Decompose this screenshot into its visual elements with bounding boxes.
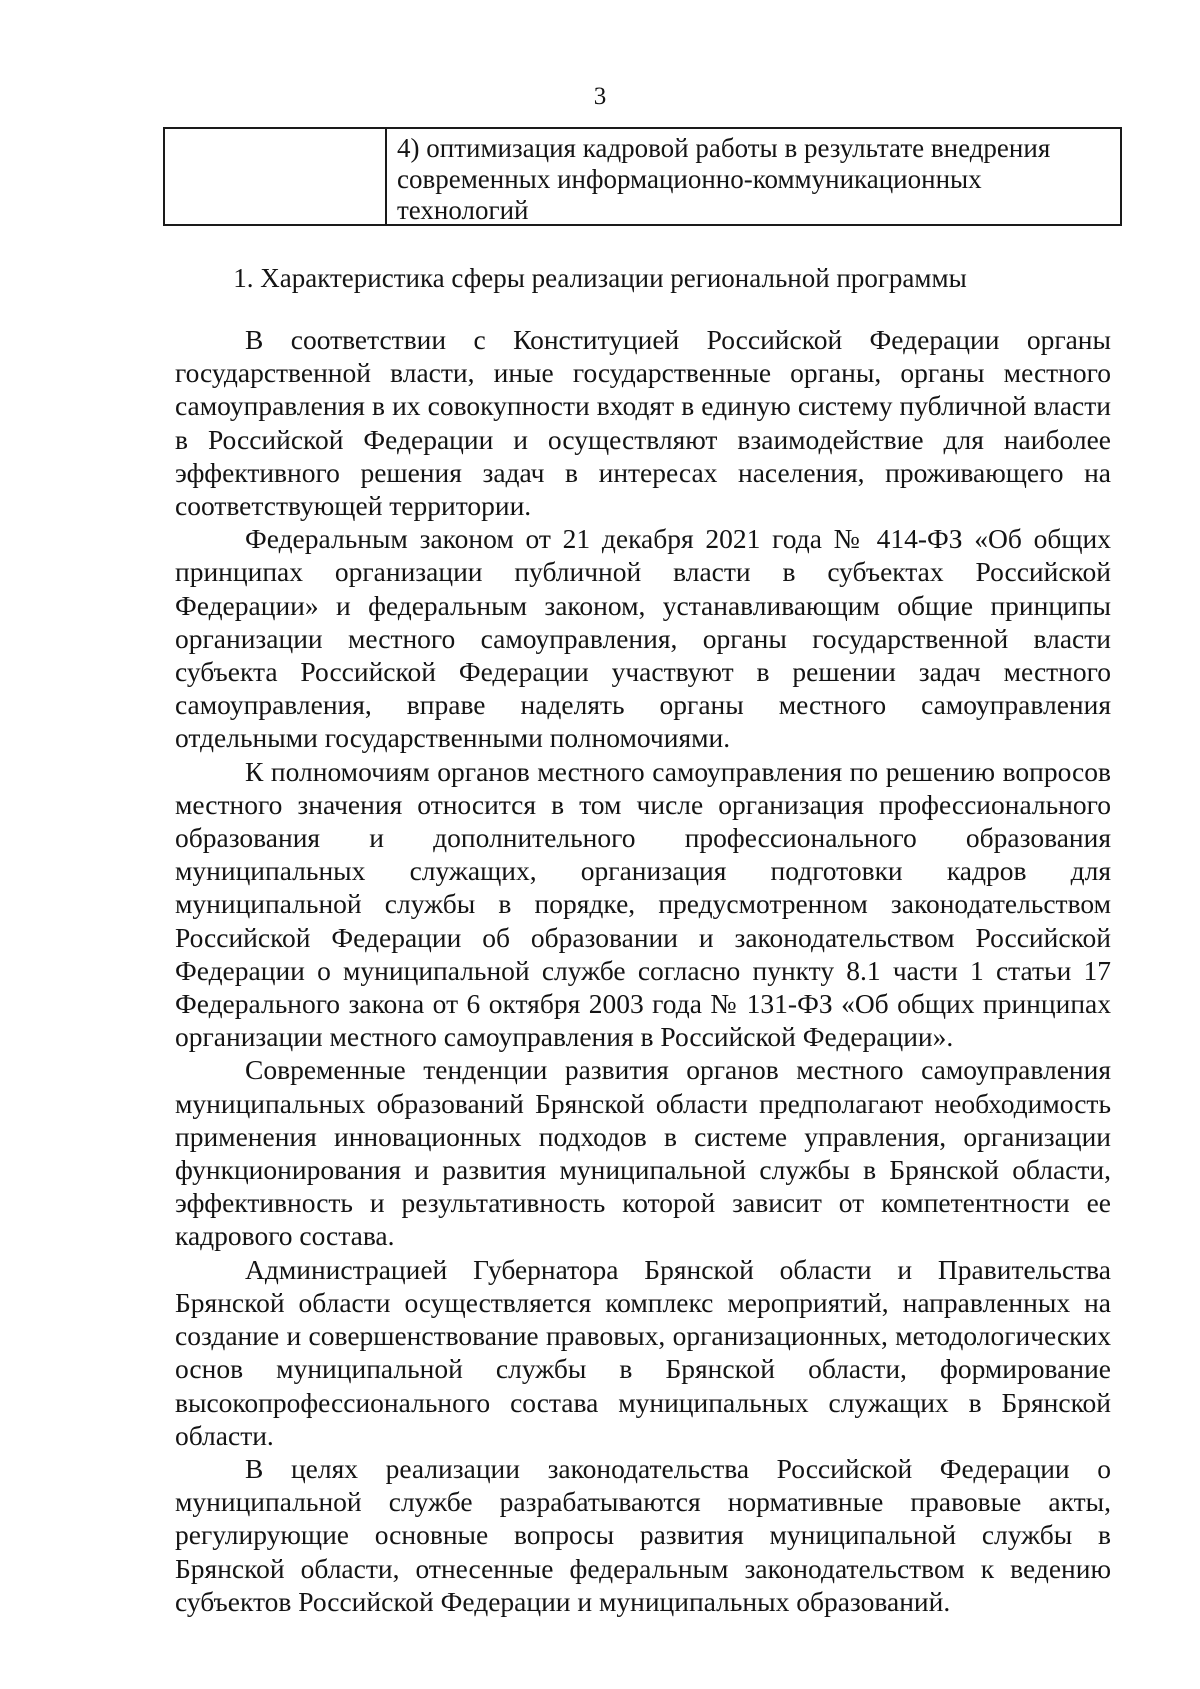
paragraph-legislation: В целях реализации законодательства Российской Федерации о муниципальной службе разрабатываются нормативные правовые акты, регулирующие основные вопросы развития муниципальной службы в Брянской области, отнесенные федеральным законодательством к ведению субъектов Российской Федерации и муниципальных образований.	[175, 1452, 1111, 1617]
section-body	[175, 323, 1111, 1618]
paragraph-governor-administration: Администрацией Губернатора Брянской области и Правительства Брянской области осуществляется комплекс мероприятий, направленных на создание и совершенствование правовых, организационных, методологических основ муниципальной службы в Брянской области, формирование высокопрофессионального состава муниципальных служащих в Брянской области.	[175, 1253, 1111, 1451]
page-number: 3	[593, 83, 607, 110]
section-heading: 1. Характеристика сферы реализации региональной программы	[233, 263, 967, 293]
paragraph-federal-law-414: Федеральным законом от 21 декабря 2021 года № 414-ФЗ «Об общих принципах организации публичной власти в субъектах Российской Федерации» и федеральным законом, устанавливающим общие принципы организации местного самоуправления, органы государственной власти субъекта Российской Федерации участвуют в решении задач местного самоуправления, вправе наделять органы местного самоуправления отдельными государственными полномочиями.	[175, 523, 1111, 754]
paragraph-local-powers: К полномочиям органов местного самоуправления по решению вопросов местного значения относится в том числе организация профессионального образования и дополнительного профессионального образования муниципальных служащих, организация подготовки кадров для муниципальной службы в порядке, предусмотренном законодательством Российской Федерации об образовании и законодательством Российской Федерации о муниципальной службе согласно пункту 8.1 части 1 статьи 17 Федерального закона от 6 октября 2003 года № 131-ФЗ «Об общих принципах организации местного самоуправления в Российской Федерации».	[175, 755, 1111, 1053]
continuation-table	[163, 127, 1122, 226]
paragraph-modern-trends: Современные тенденции развития органов местного самоуправления муниципальных образований Брянской области предполагают необходимость применения инновационных подходов в системе управления, организации функционирования и развития муниципальной службы в Брянской области, эффективность и результативность которой зависит от компетентности ее кадрового состава.	[175, 1054, 1111, 1252]
paragraph-constitution: В соответствии с Конституцией Российской Федерации органы государственной власти, иные государственные органы, органы местного самоуправления в их совокупности входят в единую систему публичной власти в Российской Федерации и осуществляют взаимодействие для наиболее эффективного решения задач в интересах населения, проживающего на соответствующей территории.	[175, 324, 1111, 522]
table-cell-empty	[165, 129, 387, 224]
table-cell-item-4: 4) оптимизация кадровой работы в результате внедрения современных информационно-коммуникационных технологий	[397, 133, 1051, 225]
